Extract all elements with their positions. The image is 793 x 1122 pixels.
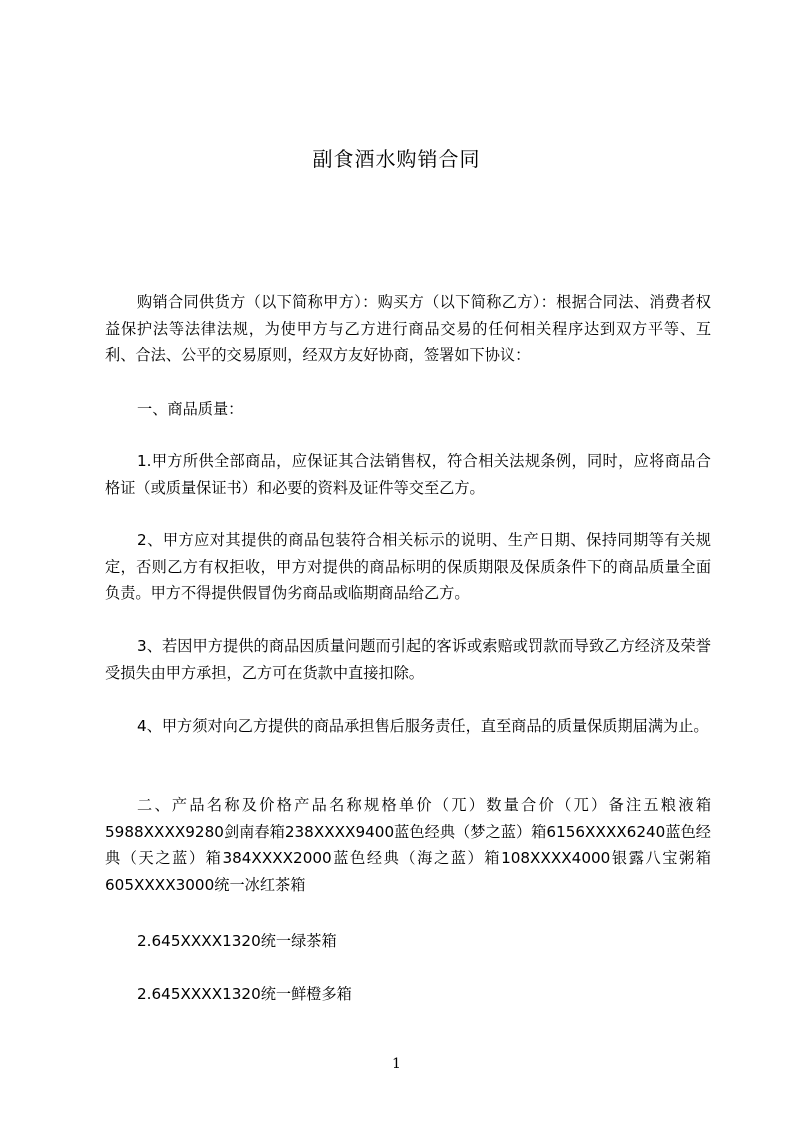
clause-1: 1.甲方所供全部商品，应保证其合法销售权，符合相关法规条例，同时，应将商品合格证（或质量保证书）和必要的资料及证件等交至乙方。 — [105, 452, 711, 497]
product-line-green-tea: 2.645XXXX1320统一绿茶箱 — [137, 932, 337, 950]
page-number: 1 — [392, 1056, 401, 1072]
clause-2: 2、甲方应对其提供的商品包装符合相关标示的说明、生产日期、保持同期等有关规定，否则乙方有权拒收，甲方对提供的商品标明的保质期限及保质条件下的商品质量全面负责。甲方不得提供假冒伪劣商品或临期商品给乙方。 — [105, 531, 711, 602]
clause-3: 3、若因甲方提供的商品因质量问题而引起的客诉或索赔或罚款而导致乙方经济及荣誉受损失由甲方承担，乙方可在货款中直接扣除。 — [105, 637, 711, 682]
product-line-orange: 2.645XXXX1320统一鲜橙多箱 — [137, 985, 352, 1003]
section-product-price: 二、产品名称及价格产品名称规格单价（兀）数量合价（兀）备注五粮液箱5988XXXX9280剑南春箱238XXXX9400蓝色经典（梦之蓝）箱6156XXXX6240蓝色经典（天之蓝）箱384XXXX2000蓝色经典（海之蓝）箱108XXXX4000银露八宝粥箱605XXXX3000统一冰红茶箱 — [105, 796, 711, 894]
document-title: 副食酒水购销合同 — [312, 147, 481, 171]
intro-paragraph: 购销合同供货方（以下简称甲方）：购买方（以下简称乙方）：根据合同法、消费者权益保护法等法律法规，为使甲方与乙方进行商品交易的任何相关程序达到双方平等、互利、合法、公平的交易原则，经双方友好协商，签署如下协议： — [105, 293, 711, 364]
clause-4: 4、甲方须对向乙方提供的商品承担售后服务责任，直至商品的质量保质期届满为止。 — [137, 717, 709, 735]
section-heading-quality: 一、商品质量： — [137, 400, 244, 418]
